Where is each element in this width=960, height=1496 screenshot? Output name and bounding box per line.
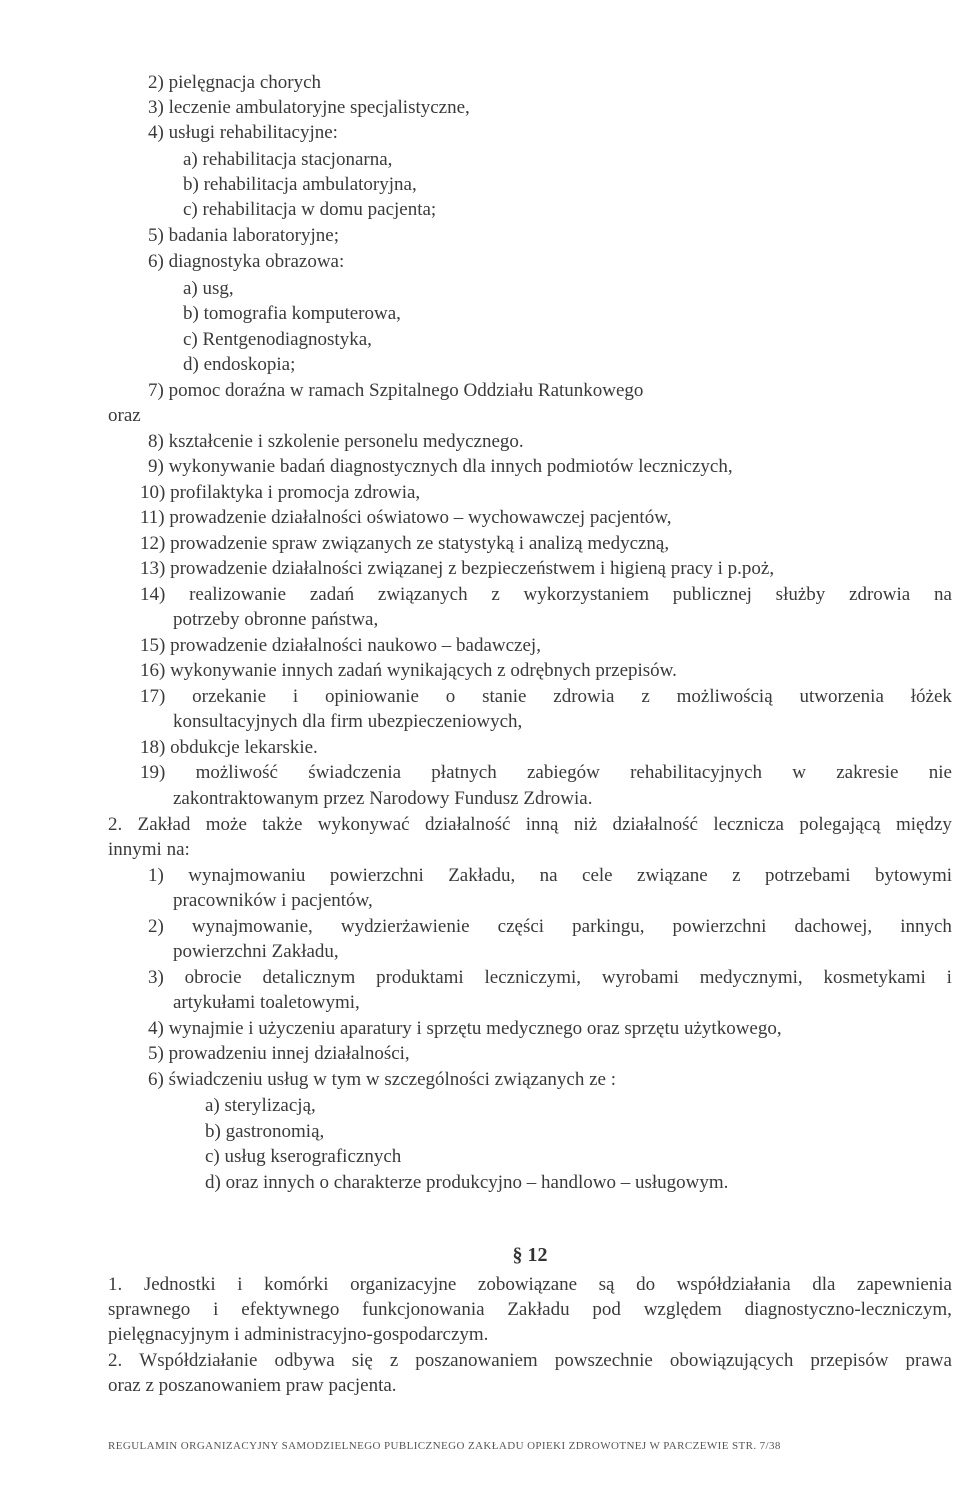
list-item: 9) wykonywanie badań diagnostycznych dla innych podmiotów leczniczych,	[148, 456, 733, 477]
list-item-continuation: potrzeby obronne państwa,	[173, 609, 379, 630]
list-item: b) gastronomią,	[205, 1121, 325, 1142]
list-item-continuation: konsultacyjnych dla firm ubezpieczeniowych,	[173, 711, 523, 732]
section-heading: § 12	[512, 1244, 548, 1266]
list-item: 7) pomoc doraźna w ramach Szpitalnego Oddziału Ratunkowego	[148, 380, 644, 401]
list-item-continuation: artykułami toaletowymi,	[173, 992, 360, 1013]
list-item: c) Rentgenodiagnostyka,	[183, 329, 372, 350]
list-item: 8) kształcenie i szkolenie personelu medycznego.	[148, 431, 524, 452]
list-item: 5) badania laboratoryjne;	[148, 225, 339, 246]
paragraph-line: oraz z poszanowaniem praw pacjenta.	[108, 1375, 397, 1396]
list-item: 4) usługi rehabilitacyjne:	[148, 122, 338, 143]
list-item: 3) leczenie ambulatoryjne specjalistyczne,	[148, 97, 470, 118]
list-item: 14) realizowanie zadań związanych z wykorzystaniem publicznej służby zdrowia na	[140, 584, 952, 605]
list-item: a) usg,	[183, 278, 234, 299]
list-item: a) sterylizacją,	[205, 1095, 316, 1116]
list-item: 13) prowadzenie działalności związanej z bezpieczeństwem i higieną pracy i p.poż,	[140, 558, 775, 579]
paragraph-line: 2. Zakład może także wykonywać działalność inną niż działalność lecznicza polegającą między	[108, 814, 952, 835]
list-item: 5) prowadzeniu innej działalności,	[148, 1043, 410, 1064]
paragraph-line: innymi na:	[108, 839, 190, 860]
list-item: 16) wykonywanie innych zadań wynikających z odrębnych przepisów.	[140, 660, 677, 681]
list-item: 15) prowadzenie działalności naukowo – badawczej,	[140, 635, 541, 656]
list-item: 19) możliwość świadczenia płatnych zabiegów rehabilitacyjnych w zakresie nie	[140, 762, 952, 783]
list-item: 10) profilaktyka i promocja zdrowia,	[140, 482, 421, 503]
paragraph-line: sprawnego i efektywnego funkcjonowania Zakładu pod względem diagnostyczno-leczniczym,	[108, 1299, 952, 1320]
list-item: c) rehabilitacja w domu pacjenta;	[183, 199, 437, 220]
list-item: 6) świadczeniu usług w tym w szczególności związanych ze :	[148, 1069, 616, 1090]
list-item: 2) pielęgnacja chorych	[148, 72, 322, 93]
list-item: 2) wynajmowanie, wydzierżawienie części parkingu, powierzchni dachowej, innych	[148, 916, 952, 937]
list-item: 12) prowadzenie spraw związanych ze statystyką i analizą medyczną,	[140, 533, 670, 554]
list-item: b) tomografia komputerowa,	[183, 303, 401, 324]
list-item: oraz	[108, 405, 141, 426]
list-item-continuation: zakontraktowanym przez Narodowy Fundusz Zdrowia.	[173, 788, 593, 809]
list-item: d) oraz innych o charakterze produkcyjno – handlowo – usługowym.	[205, 1172, 729, 1193]
list-item: 3) obrocie detalicznym produktami leczniczymi, wyrobami medycznymi, kosmetykami i	[148, 967, 952, 988]
list-item: 1) wynajmowaniu powierzchni Zakładu, na cele związane z potrzebami bytowymi	[148, 865, 952, 886]
list-item: b) rehabilitacja ambulatoryjna,	[183, 174, 417, 195]
list-item: a) rehabilitacja stacjonarna,	[183, 149, 393, 170]
list-item: 18) obdukcje lekarskie.	[140, 737, 318, 758]
paragraph-line: pielęgnacyjnym i administracyjno-gospodarczym.	[108, 1324, 489, 1345]
list-item-continuation: powierzchni Zakładu,	[173, 941, 339, 962]
list-item: 17) orzekanie i opiniowanie o stanie zdrowia z możliwością utworzenia łóżek	[140, 686, 952, 707]
list-item-continuation: pracowników i pacjentów,	[173, 890, 373, 911]
list-item: d) endoskopia;	[183, 354, 296, 375]
list-item: 11) prowadzenie działalności oświatowo – wychowawczej pacjentów,	[140, 507, 672, 528]
list-item: c) usług kserograficznych	[205, 1146, 402, 1167]
paragraph-line: 1. Jednostki i komórki organizacyjne zobowiązane są do współdziałania dla zapewnienia	[108, 1274, 952, 1295]
list-item: 4) wynajmie i użyczeniu aparatury i sprzętu medycznego oraz sprzętu użytkowego,	[148, 1018, 782, 1039]
list-item: 6) diagnostyka obrazowa:	[148, 251, 345, 272]
page-footer: REGULAMIN ORGANIZACYJNY SAMODZIELNEGO PUBLICZNEGO ZAKŁADU OPIEKI ZDROWOTNEJ W PARCZEWIE STR. 7/38	[108, 1440, 781, 1452]
paragraph-line: 2. Współdziałanie odbywa się z poszanowaniem powszechnie obowiązujących przepisów prawa	[108, 1350, 952, 1371]
